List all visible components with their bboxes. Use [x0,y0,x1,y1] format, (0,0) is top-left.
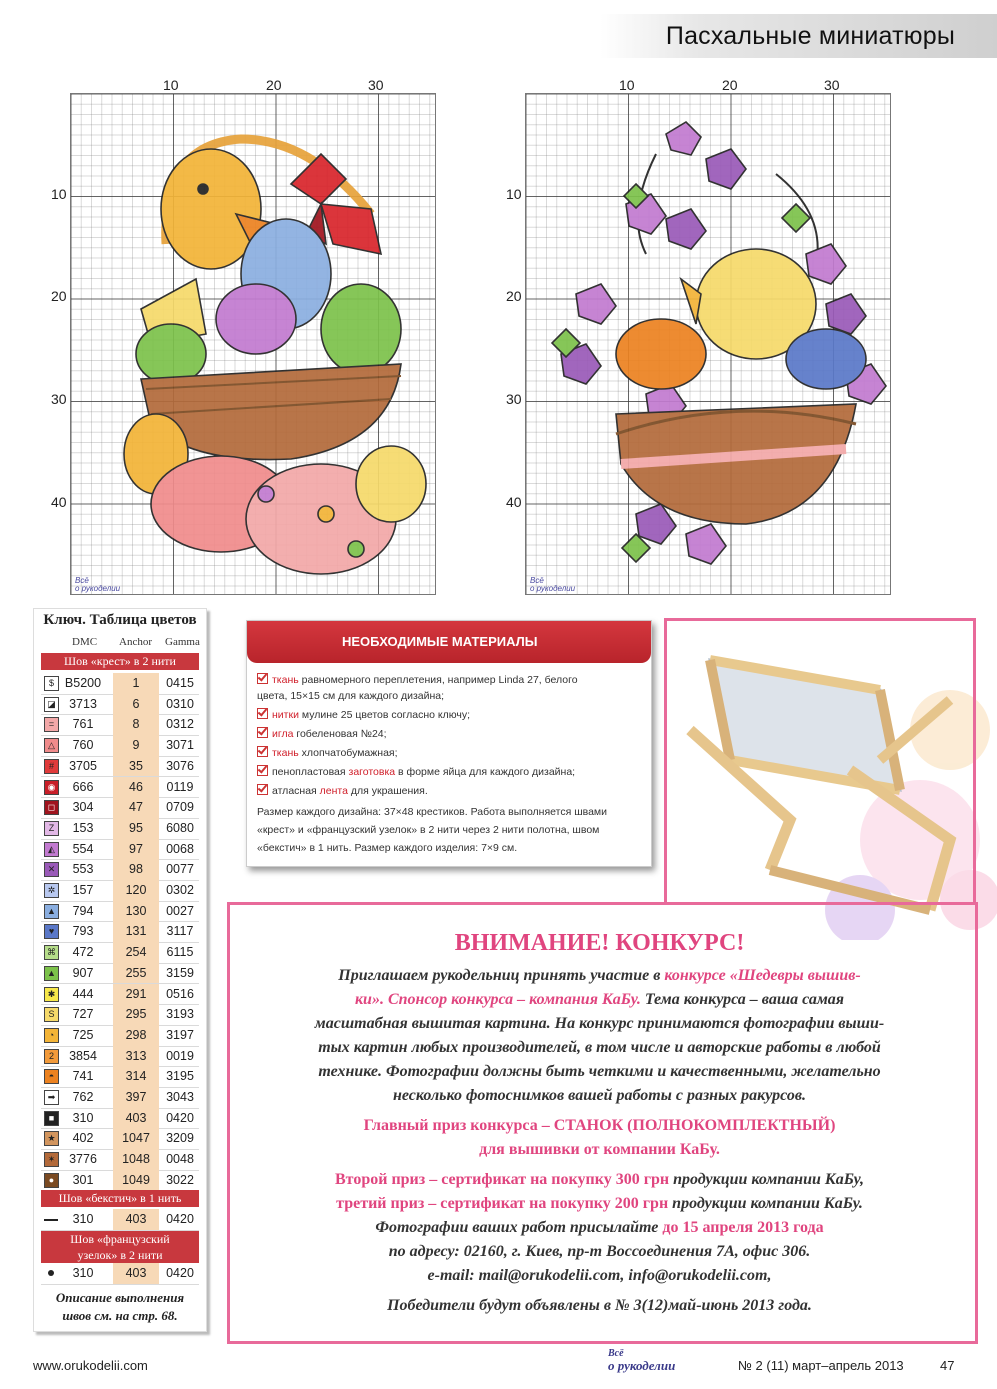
french-knot-dot-icon [48,1270,54,1276]
materials-note: «бекстич» в 1 нить. Размер каждого изделия: 7×9 см. [257,842,518,854]
dmc-code: B5200 [64,676,102,690]
color-key-row [41,1149,199,1171]
contest-paragraph: ки». Спонсор конкурса – компания КаБу. Тема конкурса – ваша самая [354,991,845,1008]
dmc-code: 402 [72,1131,94,1146]
y-tick: 20 [506,288,522,304]
color-key-row [41,797,199,819]
gamma-code: 0310 [166,696,194,711]
color-key-row [41,880,199,902]
gamma-code: 0048 [166,1152,194,1167]
dmc-code: 157 [72,883,94,897]
material-item: ткань равномерного переплетения, например Linda 27, белого [257,673,578,687]
anchor-code: 298 [113,1025,159,1046]
gamma-code: 6080 [166,820,194,835]
dmc-code: 310 [72,1110,94,1125]
anchor-code: 254 [113,942,159,963]
anchor-code: 314 [113,1066,159,1087]
second-prize: Второй приз – сертификат на покупку 300 грн продукции компании КаБу, [335,1171,864,1188]
anchor-code: 35 [113,756,159,777]
duck-basket-pattern [71,94,435,594]
color-key-row [41,1004,199,1026]
chart-watermark: Всё о рукоделии [75,576,121,593]
anchor-code: 255 [113,963,159,984]
color-swatch-icon: ▲ [44,966,59,981]
color-swatch-icon: = [44,717,59,732]
anchor-code: 47 [113,797,159,818]
y-tick: 40 [506,494,522,510]
checkbox-icon [257,727,268,738]
y-tick: 30 [506,391,522,407]
dmc-code: 3705 [69,758,97,773]
color-key-row [41,735,199,757]
x-tick: 10 [619,77,635,93]
cross-stitch-chart-duck [70,93,436,595]
checkbox-icon [257,673,268,684]
magazine-logo: Всё о рукоделии [608,1348,676,1373]
contest-section [244,915,955,1333]
gamma-code: 6115 [166,945,194,960]
color-key-row [41,1066,199,1088]
color-key-row [41,673,199,695]
color-key-table [33,608,207,1332]
contest-frame-upper [664,618,976,905]
dmc-code: 741 [72,1069,94,1084]
gamma-code: 0516 [166,986,194,1001]
material-item: ткань хлопчатобумажная; [257,746,398,760]
color-key-row [41,859,199,881]
anchor-code: 1048 [113,1149,159,1170]
gamma-code: 3193 [166,1007,194,1022]
color-swatch-icon: ✲ [44,883,59,898]
anchor-code: 403 [113,1108,159,1129]
gamma-code: 0027 [166,903,194,918]
color-swatch-icon: ★ [44,1131,59,1146]
column-header-anchor: Anchor [119,636,152,648]
contest-paragraph: технике. Фотографии должны быть четкими и качественными, желательно [318,1063,881,1080]
dmc-code: 301 [72,1172,94,1187]
gamma-code: 3195 [166,1069,194,1084]
anchor-code: 98 [113,859,159,880]
anchor-code: 1049 [113,1170,159,1191]
materials-box [246,620,652,867]
gamma-code: 3159 [166,965,194,980]
page-number: 47 [940,1358,955,1373]
x-tick: 30 [368,77,384,93]
dmc-code: 554 [72,841,94,856]
color-swatch-icon: S [44,1007,59,1022]
y-tick: 20 [51,288,67,304]
x-tick: 20 [722,77,738,93]
gamma-code: 3043 [166,1090,194,1104]
dmc-code: 725 [72,1027,94,1042]
color-swatch-icon: ■ [44,1111,59,1126]
anchor-code: 1047 [113,1128,159,1149]
color-swatch-icon: # [44,759,59,774]
color-swatch-icon: ◭ [44,842,59,857]
color-key-row [41,963,199,985]
cross-stitch-chart-chick [525,93,891,595]
dmc-code: 553 [72,862,94,877]
color-swatch-icon: $ [44,676,59,691]
gamma-code: 0415 [166,676,194,690]
gamma-code: 0068 [166,841,194,856]
dmc-code: 793 [72,924,94,939]
anchor-code: 1 [113,673,159,694]
color-key-row [41,694,199,716]
dmc-code: 3713 [69,696,97,711]
gamma-code: 3071 [166,738,194,753]
anchor-code: 9 [113,735,159,756]
color-swatch-icon: ▲ [44,904,59,919]
x-tick: 20 [266,77,282,93]
checkbox-icon [257,784,268,795]
materials-header: НЕОБХОДИМЫЕ МАТЕРИАЛЫ [247,621,651,663]
anchor-code: 130 [113,901,159,922]
color-key-row [41,984,199,1006]
x-tick: 30 [824,77,840,93]
gamma-code: 3209 [166,1131,194,1146]
color-key-row [41,1108,199,1130]
contest-email: e-mail: mail@orukodelii.com, info@orukodelii.com, [427,1267,772,1284]
page-title: Пасхальные миниатюры [665,22,955,50]
dmc-code: 794 [72,903,94,918]
anchor-code: 6 [113,694,159,715]
backstitch-header: Шов «бекстич» в 1 нить [41,1190,199,1207]
color-swatch-icon: Z [44,821,59,836]
contest-paragraph: масштабная вышитая картина. На конкурс принимаются фотографии выши- [314,1015,885,1032]
color-swatch-icon: 2 [44,1049,59,1064]
y-tick: 10 [51,186,67,202]
color-swatch-icon: ✱ [44,987,59,1002]
y-tick: 10 [506,186,522,202]
color-key-row [41,756,199,778]
color-key-row [41,1170,199,1192]
color-key-row [41,1128,199,1150]
french-knot-header: Шов «французский узелок» в 2 нити [41,1231,199,1263]
color-swatch-icon: ● [44,1173,59,1188]
main-prize: Главный приз конкурса – СТАНОК (ПОЛНОКОМПЛЕКТНЫЙ) [363,1117,836,1134]
material-item: нитки мулине 25 цветов согласно ключу; [257,708,470,722]
dmc-code: 762 [72,1090,94,1104]
dmc-code: 761 [72,717,94,732]
color-swatch-icon: ◔ [44,1028,59,1043]
gamma-code: 0077 [166,862,194,877]
color-key-row [41,921,199,943]
backstitch-row: 310 403 0420 [41,1209,199,1231]
dmc-code: 727 [72,1007,94,1022]
gamma-code: 3117 [166,924,194,939]
chick-flowers-pattern [526,94,890,594]
french-knot-row: 310 403 0420 [41,1263,199,1285]
anchor-code: 313 [113,1046,159,1067]
anchor-code: 97 [113,839,159,860]
x-tick: 10 [163,77,179,93]
dmc-code: 153 [72,820,94,835]
anchor-code: 295 [113,1004,159,1025]
cross-stitch-header: Шов «крест» в 2 нити [41,653,199,670]
color-swatch-icon: ♥ [44,924,59,939]
dmc-code: 907 [72,965,94,980]
dmc-code: 666 [72,779,94,794]
contest-title: ВНИМАНИЕ! КОНКУРС! [454,930,745,956]
anchor-code: 291 [113,984,159,1005]
anchor-code: 397 [113,1087,159,1108]
contest-paragraph: несколько фотоснимков вашей работы с разных ракурсов. [392,1087,807,1104]
color-swatch-icon: ➡ [44,1090,59,1105]
material-item: игла гобеленовая №24; [257,727,387,741]
dmc-code: 304 [72,800,94,815]
issue-info: № 2 (11) март–апрель 2013 [738,1358,904,1373]
gamma-code: 0019 [166,1048,194,1063]
gamma-code: 3197 [166,1027,194,1042]
anchor-code: 46 [113,777,159,798]
color-swatch-icon: △ [44,738,59,753]
material-item: пенопластовая заготовка в форме яйца для каждого дизайна; [257,765,575,779]
contest-paragraph: тых картин любых производителей, в том числе и авторские работы в любой [318,1039,881,1056]
checkbox-icon [257,746,268,757]
color-key-row [41,714,199,736]
materials-note: «крест» и «французский узелок» в 2 нити через 2 нити полотна, швом [257,824,600,836]
color-swatch-icon: ◪ [44,697,59,712]
dmc-code: 3854 [69,1048,97,1063]
dmc-code: 472 [72,945,94,960]
gamma-code: 0312 [166,717,194,732]
color-key-row [41,1087,199,1109]
main-prize: для вышивки от компании КаБу. [479,1141,720,1158]
checkbox-icon [257,708,268,719]
color-key-row [41,818,199,840]
key-note-line: Описание выполнения [55,1290,185,1305]
color-swatch-icon: ◓ [44,1069,59,1084]
chart-watermark: Всё о рукоделии [530,576,576,593]
footer-url[interactable]: www.orukodelii.com [33,1358,148,1373]
color-swatch-icon: ⌘ [44,945,59,960]
material-item: атласная лента для украшения. [257,784,428,798]
color-swatch-icon: ✶ [44,1152,59,1167]
winners-announcement: Победители будут объявлены в № 3(12)май-июнь 2013 года. [387,1297,812,1314]
material-item: цвета, 15×15 см для каждого дизайна; [257,690,445,702]
anchor-code: 120 [113,880,159,901]
dmc-code: 3776 [69,1152,97,1167]
gamma-code: 0709 [166,800,194,815]
postal-address: по адресу: 02160, г. Киев, пр-т Воссоединения 7А, офис 306. [388,1243,811,1260]
anchor-code: 131 [113,921,159,942]
gamma-code: 3076 [166,758,194,773]
color-key-row [41,777,199,799]
color-swatch-icon: ◻ [44,800,59,815]
y-tick: 40 [51,494,67,510]
gamma-code: 3022 [166,1172,194,1187]
checkbox-icon [257,765,268,776]
anchor-code: 95 [113,818,159,839]
materials-note: Размер каждого дизайна: 37×48 крестиков. Работа выполняется швами [257,806,608,818]
color-key-row [41,1046,199,1068]
gamma-code: 0119 [166,779,194,794]
color-swatch-icon: ✕ [44,862,59,877]
gamma-code: 0302 [166,883,194,897]
color-key-row [41,942,199,964]
column-header-gamma: Gamma [165,636,200,648]
column-header-dmc: DMC [72,636,98,648]
third-prize: третий приз – сертификат на покупку 200 грн продукции компании КаБу. [336,1195,863,1212]
dmc-code: 760 [72,738,94,753]
color-swatch-icon: ◉ [44,780,59,795]
y-tick: 30 [51,391,67,407]
anchor-code: 8 [113,714,159,735]
dmc-code: 444 [72,986,94,1001]
color-key-row [41,901,199,923]
color-key-row [41,1025,199,1047]
submission-deadline: Фотографии ваших работ присылайте до 15 апреля 2013 года [375,1219,824,1236]
contest-paragraph: Приглашаем рукодельниц принять участие в конкурсе «Шедевры вышив- [338,967,861,984]
color-key-title: Ключ. Таблица цветов [43,612,197,628]
gamma-code: 0420 [166,1110,194,1125]
color-key-row [41,839,199,861]
key-note-line: швов см. на стр. 68. [62,1308,178,1323]
backstitch-line-icon [44,1219,58,1221]
